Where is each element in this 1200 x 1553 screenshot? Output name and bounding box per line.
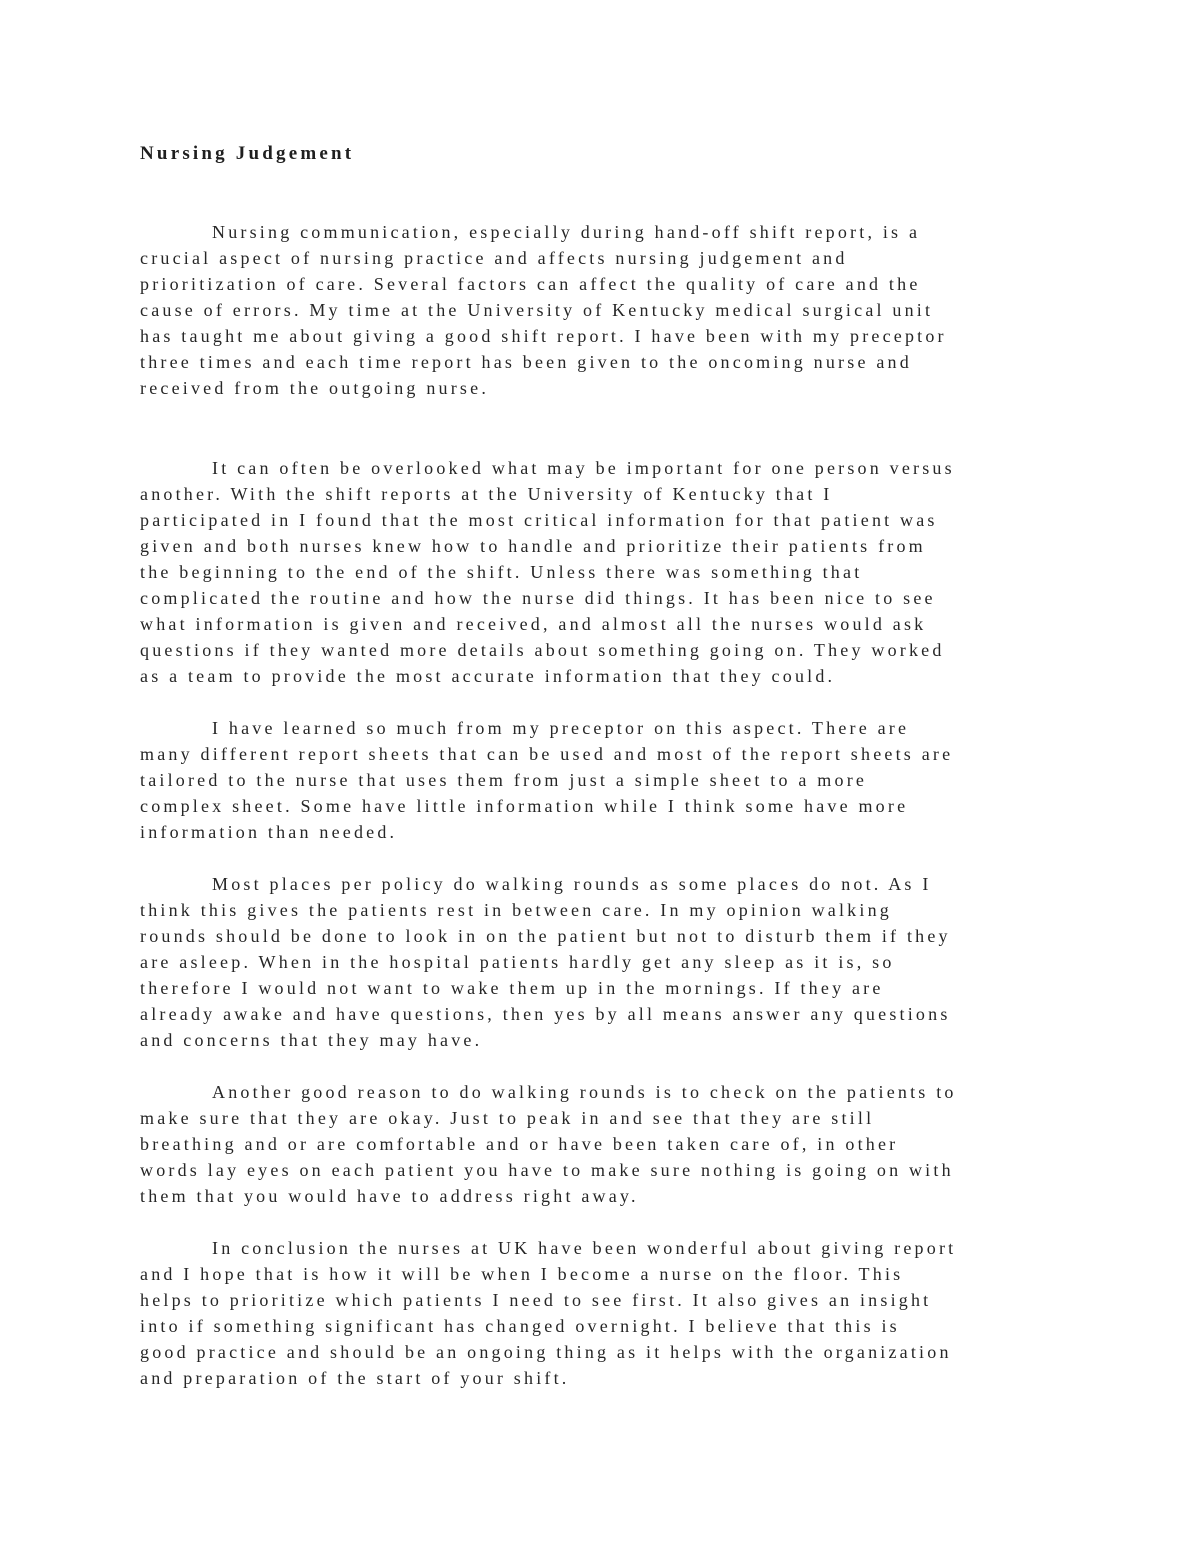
paragraph-line: what information is given and received, and almost all the nurses would ask: [140, 614, 927, 634]
paragraph-2: [140, 455, 1070, 689]
paragraph-line: In conclusion the nurses at UK have been wonderful about giving report: [212, 1238, 957, 1258]
paragraph-5: [140, 1079, 1070, 1209]
paragraph-line: participated in I found that the most critical information for that patient was: [140, 510, 938, 530]
paragraph-line: are asleep. When in the hospital patients hardly get any sleep as it is, so: [140, 952, 895, 972]
paragraph-line: already awake and have questions, then yes by all means answer any questions: [140, 1004, 951, 1024]
paragraph-line: cause of errors. My time at the University of Kentucky medical surgical unit: [140, 300, 934, 320]
paragraph-line: I have learned so much from my preceptor on this aspect. There are: [212, 718, 910, 738]
paragraph-line: given and both nurses knew how to handle and prioritize their patients from: [140, 536, 926, 556]
paragraph-line: questions if they wanted more details about something going on. They worked: [140, 640, 945, 660]
paragraph-3: [140, 715, 1070, 845]
paragraph-line: Another good reason to do walking rounds is to check on the patients to: [212, 1082, 957, 1102]
paragraph-line: another. With the shift reports at the University of Kentucky that I: [140, 484, 833, 504]
paragraph-line: rounds should be done to look in on the patient but not to disturb them if they: [140, 926, 951, 946]
paragraph-line: three times and each time report has been given to the oncoming nurse and: [140, 352, 912, 372]
paragraph-line: prioritization of care. Several factors can affect the quality of care and the: [140, 274, 921, 294]
paragraph-line: them that you would have to address right away.: [140, 1186, 639, 1206]
paragraph-line: has taught me about giving a good shift report. I have been with my preceptor: [140, 326, 947, 346]
document-title: Nursing Judgement: [140, 143, 355, 164]
paragraph-1: [140, 219, 1070, 401]
paragraph-line: make sure that they are okay. Just to peak in and see that they are still: [140, 1108, 875, 1128]
paragraph-line: therefore I would not want to wake them up in the mornings. If they are: [140, 978, 884, 998]
paragraph-line: and preparation of the start of your shift.: [140, 1368, 570, 1388]
paragraph-line: words lay eyes on each patient you have to make sure nothing is going on with: [140, 1160, 954, 1180]
paragraph-line: helps to prioritize which patients I need to see first. It also gives an insight: [140, 1290, 932, 1310]
paragraph-line: the beginning to the end of the shift. Unless there was something that: [140, 562, 863, 582]
paragraph-line: breathing and or are comfortable and or have been taken care of, in other: [140, 1134, 899, 1154]
paragraph-line: complex sheet. Some have little information while I think some have more: [140, 796, 909, 816]
paragraph-line: Nursing communication, especially during hand-off shift report, is a: [212, 222, 921, 242]
paragraph-line: received from the outgoing nurse.: [140, 378, 490, 398]
paragraph-line: as a team to provide the most accurate information that they could.: [140, 666, 836, 686]
paragraph-line: It can often be overlooked what may be important for one person versus: [212, 458, 955, 478]
paragraph-line: tailored to the nurse that uses them from just a simple sheet to a more: [140, 770, 868, 790]
paragraph-line: information than needed.: [140, 822, 398, 842]
paragraph-line: think this gives the patients rest in between care. In my opinion walking: [140, 900, 892, 920]
paragraph-6: [140, 1235, 1070, 1391]
paragraph-line: many different report sheets that can be used and most of the report sheets are: [140, 744, 954, 764]
paragraph-4: [140, 871, 1070, 1053]
paragraph-line: complicated the routine and how the nurse did things. It has been nice to see: [140, 588, 936, 608]
paragraph-line: good practice and should be an ongoing thing as it helps with the organization: [140, 1342, 952, 1362]
paragraph-line: crucial aspect of nursing practice and affects nursing judgement and: [140, 248, 848, 268]
paragraph-line: and concerns that they may have.: [140, 1030, 483, 1050]
paragraph-line: into if something significant has changed overnight. I believe that this is: [140, 1316, 900, 1336]
paragraph-line: and I hope that is how it will be when I become a nurse on the floor. This: [140, 1264, 904, 1284]
paragraph-line: Most places per policy do walking rounds as some places do not. As I: [212, 874, 932, 894]
